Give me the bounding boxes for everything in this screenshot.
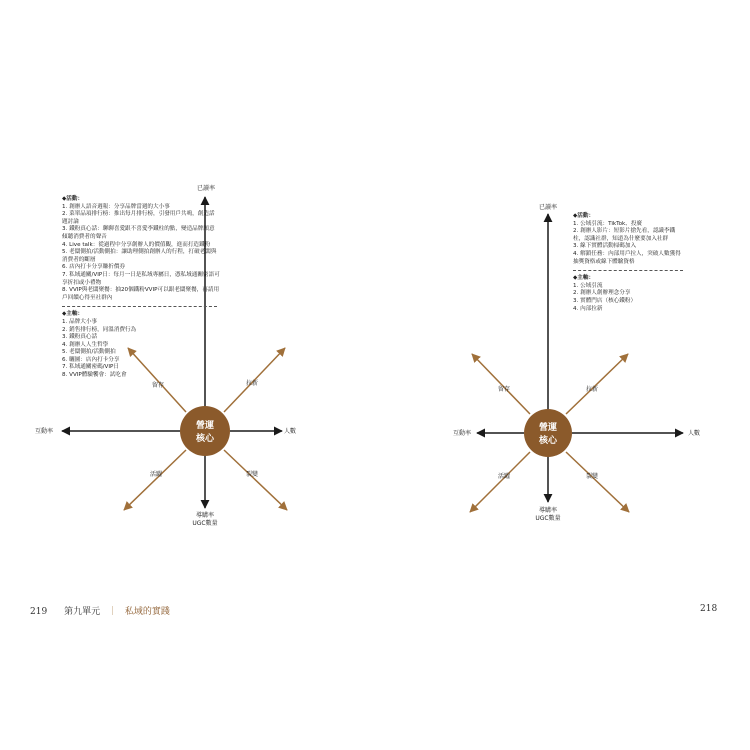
- right-diag-lower-right: [566, 452, 629, 512]
- right-label-down-1: 導購率: [538, 507, 558, 514]
- left-label-down-2: UGC數量: [192, 520, 218, 527]
- right-label-lower-right: 裂變: [585, 473, 599, 480]
- right-label-right: 人數: [687, 430, 701, 437]
- right-diag-upper-right: [566, 354, 628, 414]
- right-footer: [700, 604, 717, 614]
- left-themes-list: [62, 319, 220, 380]
- left-footer: [30, 604, 170, 617]
- left-label-down-1: 導購率: [195, 512, 215, 519]
- list-item: 4. 內部拉新: [573, 305, 603, 312]
- list-item: 2. 銷售排行榜，同溫消費行為: [62, 326, 137, 333]
- left-label-lower-right: 裂變: [245, 471, 259, 478]
- list-item: 2. 菜單品項排行榜：推出每月排行榜，引發用戶共鳴，創造話題討論: [62, 211, 215, 225]
- right-themes-title: ◆主軸：: [573, 275, 595, 282]
- list-item: 7. 私域通關/VIP日：每月一日是私域專屬日，憑私域通關密語可享折扣或小禮物: [62, 271, 220, 286]
- list-item: 3. 實體門店（核心鐵粉）: [573, 297, 637, 304]
- right-label-lower-left: 活躍: [497, 473, 511, 480]
- list-item: 5. 老闆側拍/活動側拍: [62, 349, 116, 356]
- right-notes: [573, 213, 685, 313]
- list-item: 4. Live talk：從過程中分享創辦人的價值觀，進而打造鐵粉: [62, 241, 211, 248]
- right-core-circle: [524, 409, 572, 457]
- chapter-label: 第九單元: [64, 607, 101, 617]
- footer-separator: ｜: [107, 607, 117, 617]
- list-item: 4. 解鎖任務：內部用戶拉人，突破人數獲得抽獎資格或線下體驗資格: [573, 250, 681, 265]
- list-item: 1. 品牌大小事: [62, 318, 98, 325]
- list-item: 3. 線下實體活動掃碼加入: [573, 243, 637, 250]
- list-item: 7. 私域通關密碼/VIP日: [62, 364, 120, 371]
- left-core-circle: [180, 406, 230, 456]
- left-activities-title: ◆活動：: [62, 196, 84, 202]
- left-divider: [62, 306, 217, 307]
- right-label-up: 已讀率: [538, 204, 558, 211]
- list-item: 8. VVIP體驗饗會：試吃會: [62, 372, 127, 379]
- left-activities-list: [62, 204, 220, 303]
- left-label-upper-left: 留存: [151, 382, 165, 389]
- left-notes: [62, 196, 220, 380]
- left-diag-lower-right: [224, 450, 287, 510]
- left-page-number: 219: [30, 607, 48, 617]
- right-diag-lower-left: [470, 452, 530, 512]
- right-label-upper-left: 留存: [497, 386, 511, 393]
- left-label-upper-right: 拉新: [245, 380, 259, 387]
- list-item: 1. 公域引流：TikTok、投廣: [573, 220, 643, 227]
- list-item: 1. 公域引流: [573, 282, 603, 289]
- right-core-label-2: 核心: [538, 436, 558, 446]
- right-label-down-2: UGC數量: [535, 515, 561, 522]
- left-core-label-1: 營運: [195, 421, 215, 431]
- left-label-right: 人數: [283, 428, 297, 435]
- left-label-lower-left: 活躍: [149, 471, 163, 478]
- right-core-label-1: 營運: [538, 423, 558, 433]
- left-core-label-2: 核心: [195, 434, 215, 444]
- list-item: 2. 創辦人創辦理念分享: [573, 290, 631, 297]
- list-item: 3. 鐵粉真心話：聊聊喜愛跟不喜愛李鐵柱的點，變造品牌願意傾聽消費者的聲音: [62, 226, 215, 240]
- right-themes-list: [573, 283, 685, 313]
- chapter-title: 私域的實踐: [124, 607, 170, 617]
- left-themes-title: ◆主軸：: [62, 311, 84, 318]
- list-item: 6. 店內打卡分享賺折價券: [62, 264, 126, 271]
- left-label-up: 已讀率: [196, 185, 216, 192]
- list-item: 4. 創辦人人生哲學: [62, 341, 109, 348]
- right-diag-upper-left: [472, 354, 530, 414]
- list-item: 6. 曬圖：店內打卡分享: [62, 356, 120, 363]
- list-item: 8. VVIP與老闆聚餐：抽20個鐵粉VVIP可以跟老闆聚餐，再請用戶回饋心得至社群內: [62, 287, 220, 301]
- list-item: 1. 創辦人語音週報：分享品牌當週的大小事: [62, 203, 170, 210]
- right-divider: [573, 270, 683, 271]
- left-label-left: 互動率: [34, 428, 54, 435]
- right-label-upper-right: 拉新: [585, 386, 599, 393]
- list-item: 2. 創辦人影片：短影片搶先看，認識李鐵柱，認識社群，知道為什麼要加入社群: [573, 228, 676, 242]
- list-item: 3. 鐵粉真心話: [62, 334, 98, 341]
- right-activities-title: ◆活動：: [573, 213, 595, 219]
- list-item: 5. 老闆側拍/活動側拍：讓助理側拍創辦人的行程，打破老闆與消費者的斷層: [62, 249, 217, 263]
- right-activities-list: [573, 221, 685, 267]
- right-label-left: 互動率: [452, 430, 472, 437]
- left-diag-lower-left: [124, 450, 186, 510]
- right-page-number: 218: [700, 604, 718, 614]
